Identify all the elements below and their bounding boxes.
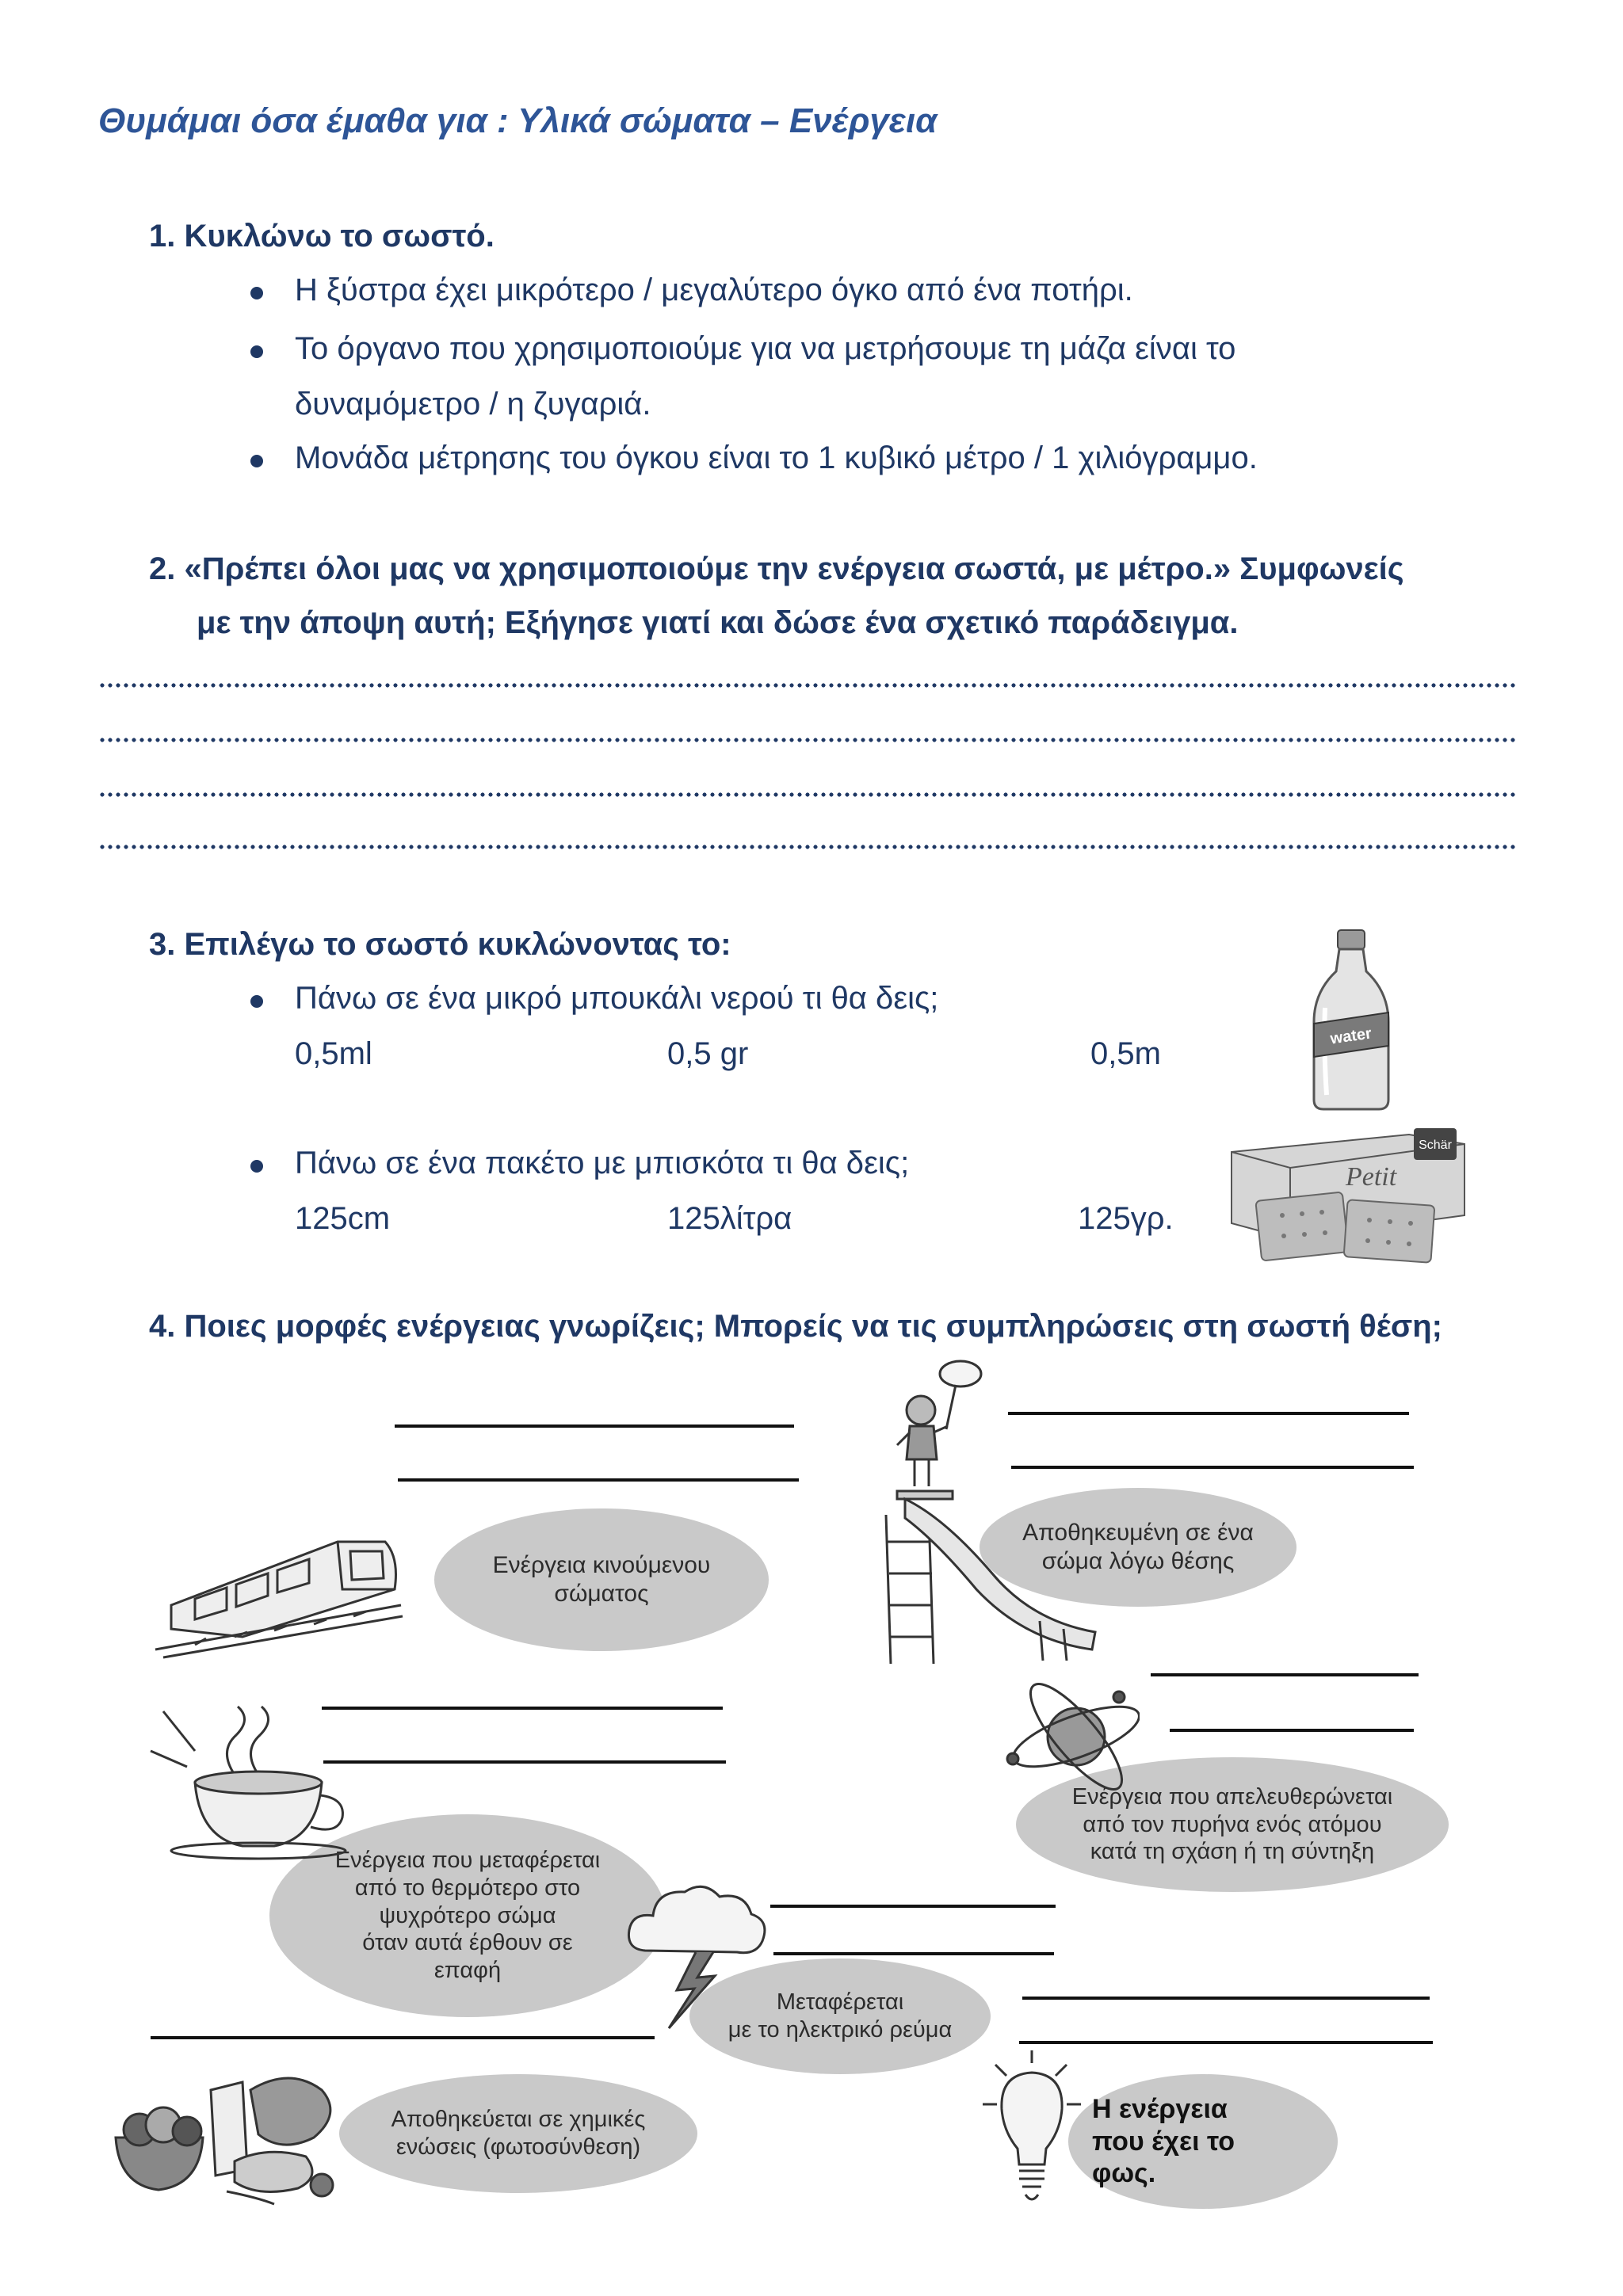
- q3-item2-option-a[interactable]: 125cm: [295, 1201, 391, 1236]
- answer-line-chemical[interactable]: [151, 2036, 655, 2039]
- answer-dotted-line-2[interactable]: [98, 738, 1517, 742]
- answer-line-kinetic-1[interactable]: [395, 1425, 794, 1428]
- answer-line-light-1[interactable]: [1022, 1997, 1430, 2000]
- hot-cup-icon: [147, 1703, 353, 1860]
- answer-dotted-line-3[interactable]: [98, 792, 1517, 797]
- bottle-label: water: [1329, 1024, 1373, 1048]
- bubble-light-energy: Η ενέργεια που έχει το φως.: [1068, 2074, 1338, 2209]
- bubble-thermal-energy: Ενέργεια που μεταφέρεται από το θερμότερο στο ψυχρότερο σώμα όταν αυτά έρθουν σε επαφή: [269, 1814, 666, 2017]
- q1-statement-3[interactable]: Μονάδα μέτρησης του όγκου είναι το 1 κυβικό μέτρο / 1 χιλιόγραμμο.: [295, 441, 1258, 475]
- answer-line-electrical-1[interactable]: [770, 1905, 1056, 1908]
- question-4-label: 4. Ποιες μορφές ενέργειας γνωρίζεις; Μπορείς να τις συμπληρώσεις στη σωστή θέση;: [149, 1309, 1442, 1344]
- question-2-line2: με την άποψη αυτή; Εξήγησε γιατί και δώσε ένα σχετικό παράδειγμα.: [197, 605, 1239, 640]
- bullet-icon: [250, 1160, 263, 1173]
- bullet-icon: [250, 455, 263, 467]
- bubble-electrical-energy: Μεταφέρεται με το ηλεκτρικό ρεύμα: [689, 1958, 991, 2074]
- answer-line-kinetic-2[interactable]: [398, 1478, 799, 1482]
- q3-item1-option-a[interactable]: 0,5ml: [295, 1036, 372, 1071]
- q3-item1-question: Πάνω σε ένα μικρό μπουκάλι νερού τι θα δεις;: [295, 981, 939, 1016]
- bullet-icon: [250, 287, 263, 299]
- q1-statement-2-line1[interactable]: Το όργανο που χρησιμοποιούμε για να μετρήσουμε τη μάζα είναι το: [295, 331, 1236, 366]
- biscuit-brand-label: Schär: [1419, 1138, 1452, 1152]
- answer-dotted-line-4[interactable]: [98, 845, 1517, 849]
- question-3-label: 3. Επιλέγω το σωστό κυκλώνοντας το:: [149, 927, 731, 962]
- answer-line-light-2[interactable]: [1019, 2041, 1433, 2044]
- water-bottle-icon: [1308, 929, 1395, 1112]
- q3-item1-option-c[interactable]: 0,5m: [1090, 1036, 1161, 1071]
- train-icon: [147, 1510, 406, 1659]
- slide-child-icon: [873, 1360, 1098, 1664]
- bullet-icon: [250, 345, 263, 358]
- biscuit-product-label: Petit: [1346, 1162, 1397, 1192]
- answer-dotted-line-1[interactable]: [98, 683, 1517, 688]
- lightning-cloud-icon: [621, 1879, 772, 2030]
- bubble-nuclear-energy: Ενέργεια που απελευθερώνεται από τον πυρήνα ενός ατόμου κατά τη σχάση ή τη σύντηξη: [1016, 1757, 1449, 1892]
- bubble-kinetic-energy: Ενέργεια κινούμενου σώματος: [434, 1508, 769, 1651]
- q1-statement-2-line2[interactable]: δυναμόμετρο / η ζυγαριά.: [295, 387, 651, 421]
- q3-item2-question: Πάνω σε ένα πακέτο με μπισκότα τι θα δεις;: [295, 1146, 910, 1180]
- bubble-potential-energy: Αποθηκευμένη σε ένα σώμα λόγω θέσης: [980, 1488, 1296, 1607]
- answer-line-nuclear-2[interactable]: [1170, 1729, 1414, 1732]
- food-icon: [108, 2058, 346, 2206]
- light-bulb-icon: [980, 2049, 1084, 2210]
- bubble-chemical-energy: Αποθηκεύεται σε χημικές ενώσεις (φωτοσύνθεση): [339, 2074, 697, 2193]
- question-2-line1: 2. «Πρέπει όλοι μας να χρησιμοποιούμε την ενέργεια σωστά, με μέτρο.» Συμφωνείς: [149, 551, 1404, 586]
- atom-icon: [1000, 1681, 1140, 1798]
- answer-line-nuclear-1[interactable]: [1151, 1673, 1419, 1676]
- answer-line-thermal-2[interactable]: [323, 1760, 726, 1764]
- answer-line-thermal-1[interactable]: [322, 1707, 723, 1710]
- biscuit-box-icon: [1227, 1120, 1469, 1268]
- question-1-label: 1. Κυκλώνω το σωστό.: [149, 219, 495, 254]
- page-title: Θυμάμαι όσα έμαθα για : Υλικά σώματα – Ενέργεια: [98, 101, 938, 140]
- bullet-icon: [250, 995, 263, 1008]
- answer-line-electrical-2[interactable]: [773, 1952, 1054, 1955]
- q1-statement-1[interactable]: Η ξύστρα έχει μικρότερο / μεγαλύτερο όγκο από ένα ποτήρι.: [295, 273, 1133, 307]
- q3-item2-option-c[interactable]: 125γρ.: [1078, 1201, 1174, 1236]
- q3-item2-option-b[interactable]: 125λίτρα: [667, 1201, 792, 1236]
- q3-item1-option-b[interactable]: 0,5 gr: [667, 1036, 749, 1071]
